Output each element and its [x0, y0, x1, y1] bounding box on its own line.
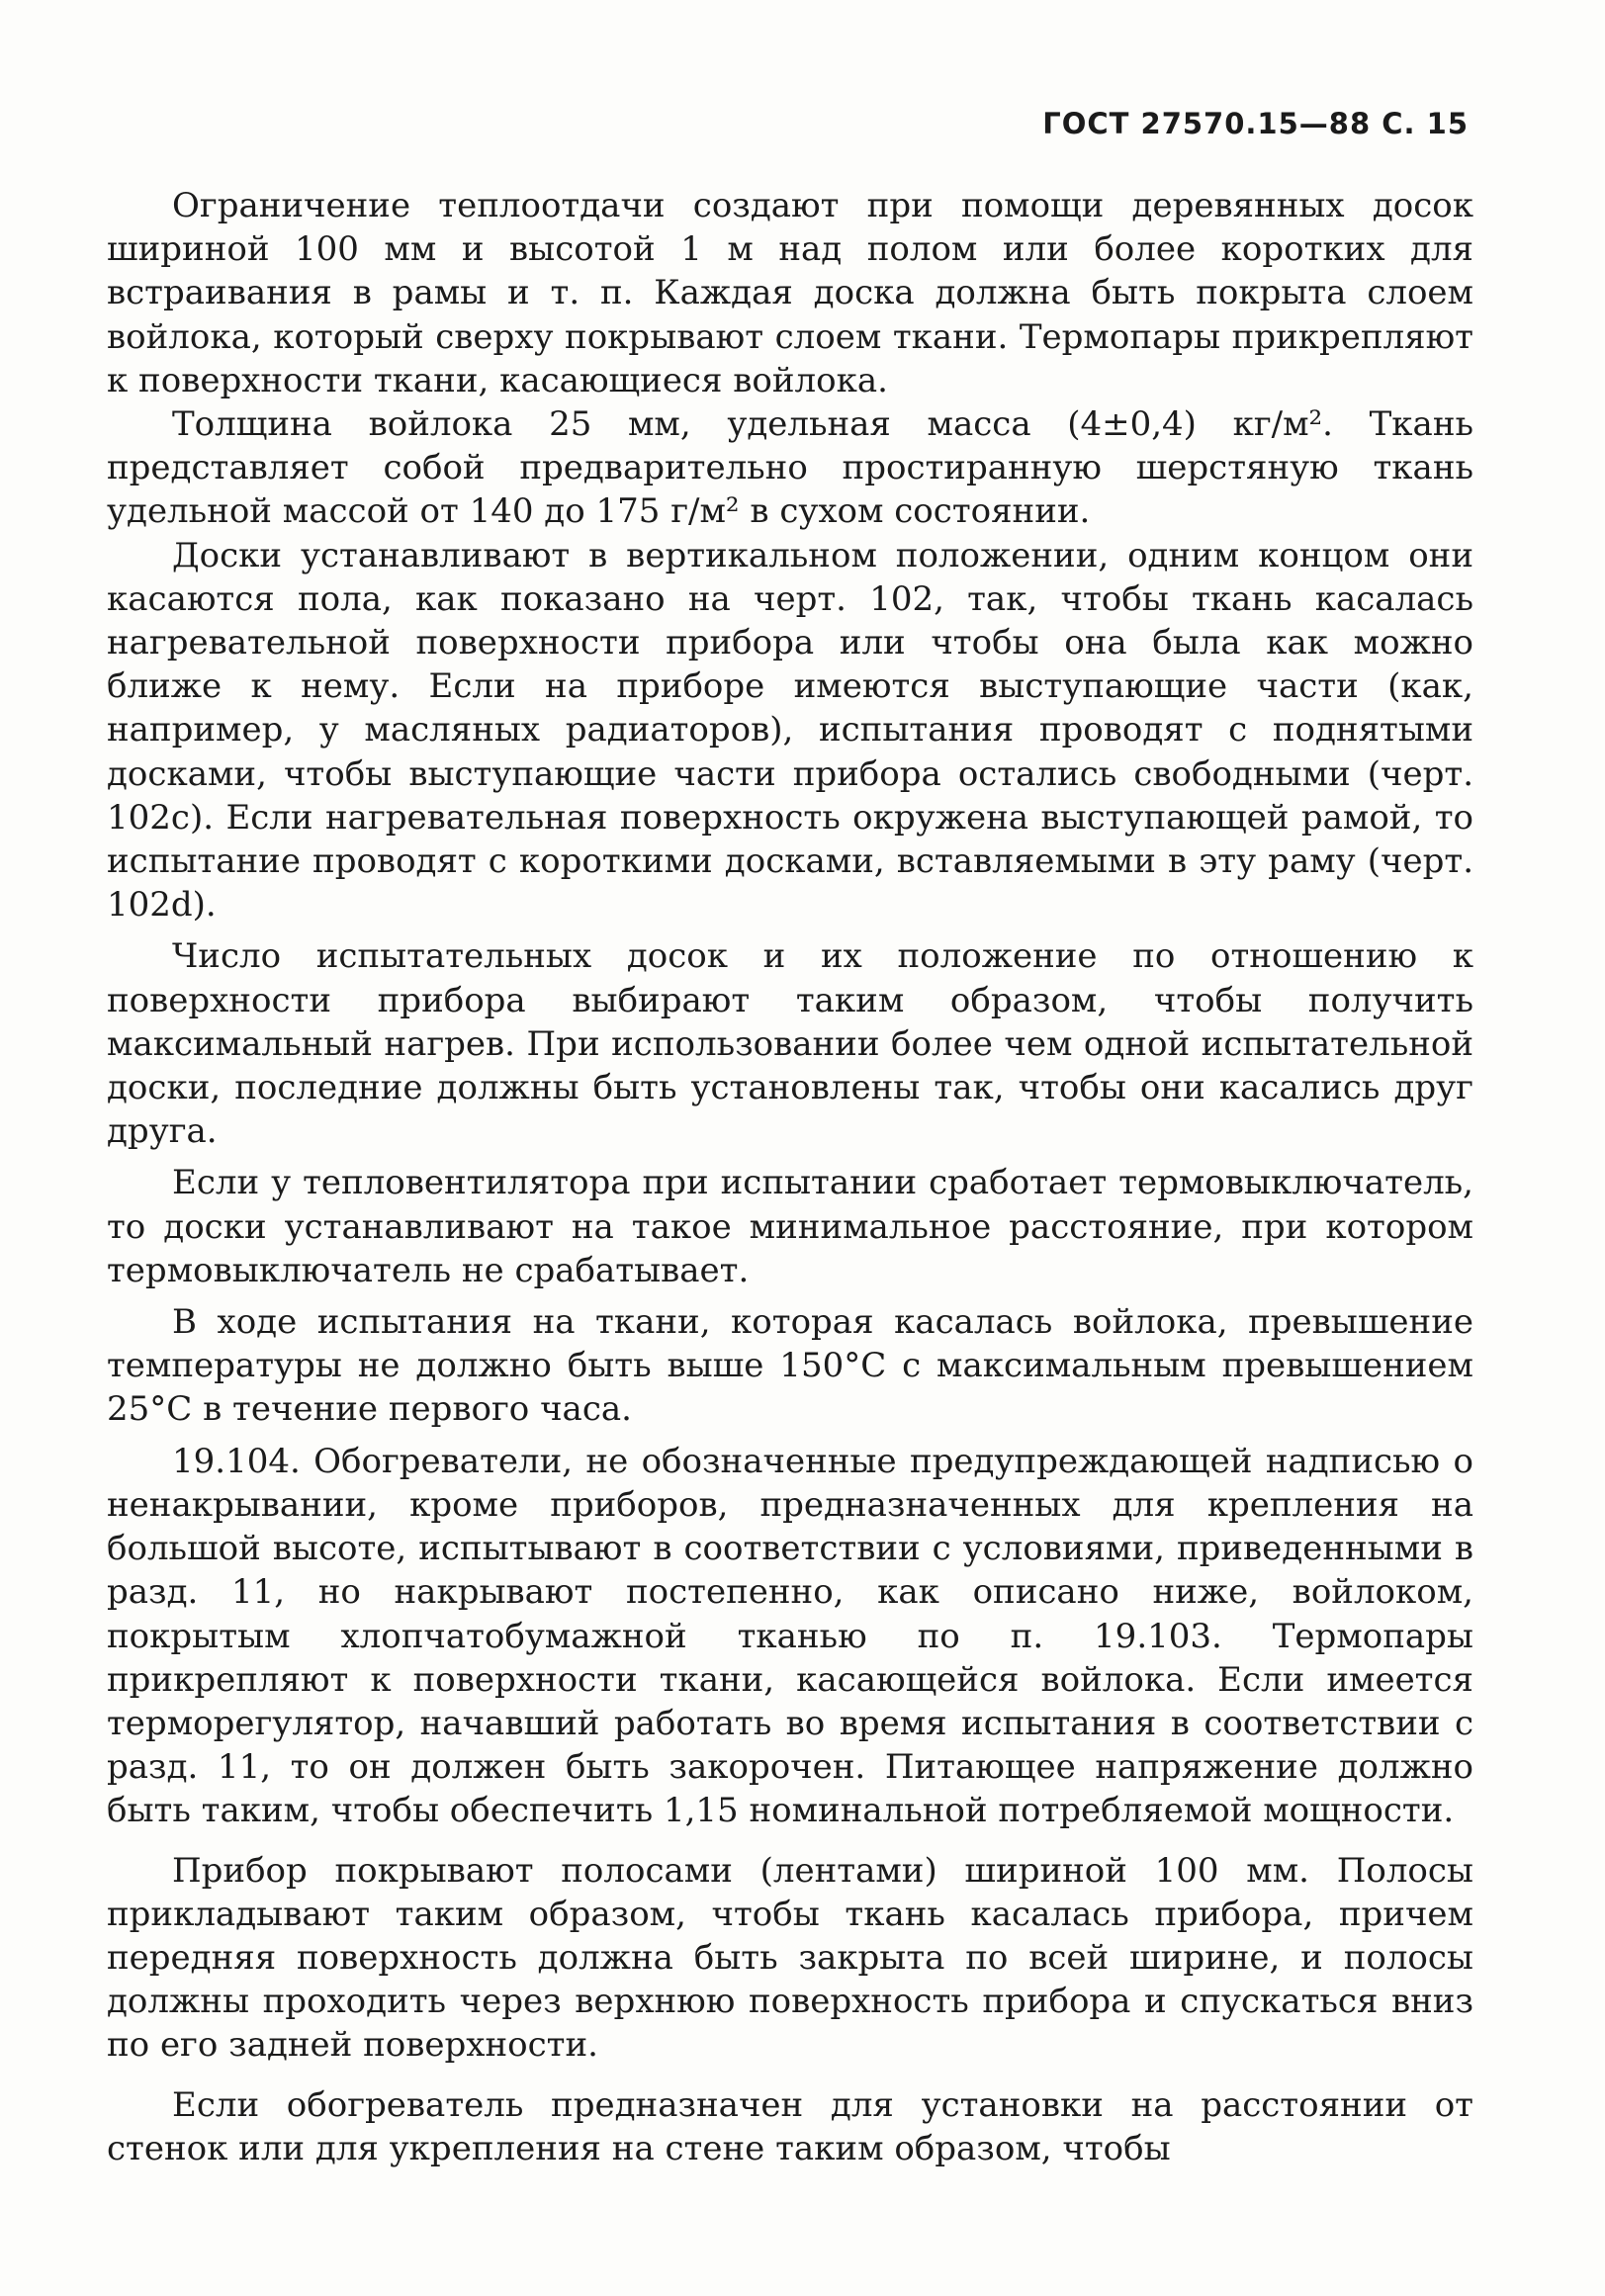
running-header: ГОСТ 27570.15—88 С. 15 — [1042, 107, 1469, 140]
paragraph-board-count: Число испытательных досок и их положение по отношению к поверхности прибора выбирают таким образом, чтобы получить максимальный нагрев. При использовании более чем одной испытательной доски, последние должны быть установлены так, чтобы они касались друг друга. — [107, 936, 1473, 1152]
paragraph-19-104: 19.104. Обогреватели, не обозначенные предупреждающей надписью о ненакрывании, кроме приборов, предназначенных для крепления на большой высоте, испытывают в соответствии с условиями, приведенными в разд. 11, но накрывают постепенно, как описано ниже, войлоком, покрытым хлопчатобумажной тканью по п. 19.103. Термопары прикрепляют к поверхности ткани, касающейся войлока. Если имеется терморегулятор, начавший работать во время испытания в соответствии с разд. 11, то он должен быть закорочен. Питающее напряжение должно быть таким, чтобы обеспечить 1,15 номинальной потребляемой мощности. — [107, 1441, 1473, 1831]
paragraph-temperature-rise: В ходе испытания на ткани, которая касалась войлока, превышение температуры не должно быть выше 150°С с максимальным превышением 25°С в течение первого часа. — [107, 1302, 1473, 1430]
paragraph-board-installation: Доски устанавливают в вертикальном положении, одним концом они касаются пола, как показано на черт. 102, так, чтобы ткань касалась нагревательной поверхности прибора или чтобы она была как можно ближе к нему. Если на приборе имеются выступающие части (как, например, у масляных радиаторов), испытания проводят с поднятыми досками, чтобы выступающие части прибора остались свободными (черт. 102с). Если нагревательная поверхность окружена выступающей рамой, то испытание проводят с короткими досками, вставляемыми в эту раму (черт. 102d). — [107, 535, 1473, 926]
paragraph-heat-limitation: Ограничение теплоотдачи создают при помощи деревянных досок шириной 100 мм и высотой 1 м над полом или более коротких для встраивания в рамы и т. п. Каждая доска должна быть покрыта слоем войлока, который сверху покрывают слоем ткани. Термопары прикрепляют к поверхности ткани, касающиеся войлока. — [107, 186, 1473, 400]
paragraph-fan-heater: Если у тепловентилятора при испытании сработает термовыключатель, то доски устанавливают на такое минимальное расстояние, при котором термовыключатель не срабатывает. — [107, 1163, 1473, 1290]
paragraph-felt-thickness: Толщина войлока 25 мм, удельная масса (4±0,4) кг/м². Ткань представляет собой предварительно простиранную шерстяную ткань удельной массой от 140 до 175 г/м² в сухом состоянии. — [107, 404, 1473, 532]
paragraph-wall-mounting: Если обогреватель предназначен для установки на расстоянии от стенок или для укрепления на стене таким образом, чтобы — [107, 2084, 1473, 2168]
body-text — [107, 184, 1473, 2170]
paragraph-strips: Прибор покрывают полосами (лентами) шириной 100 мм. Полосы прикладывают таким образом, чтобы ткань касалась прибора, причем передняя поверхность должна быть закрыта по всей ширине, и полосы должны проходить через верхнюю поверхность прибора и спускаться вниз по его задней поверхности. — [107, 1850, 1473, 2066]
